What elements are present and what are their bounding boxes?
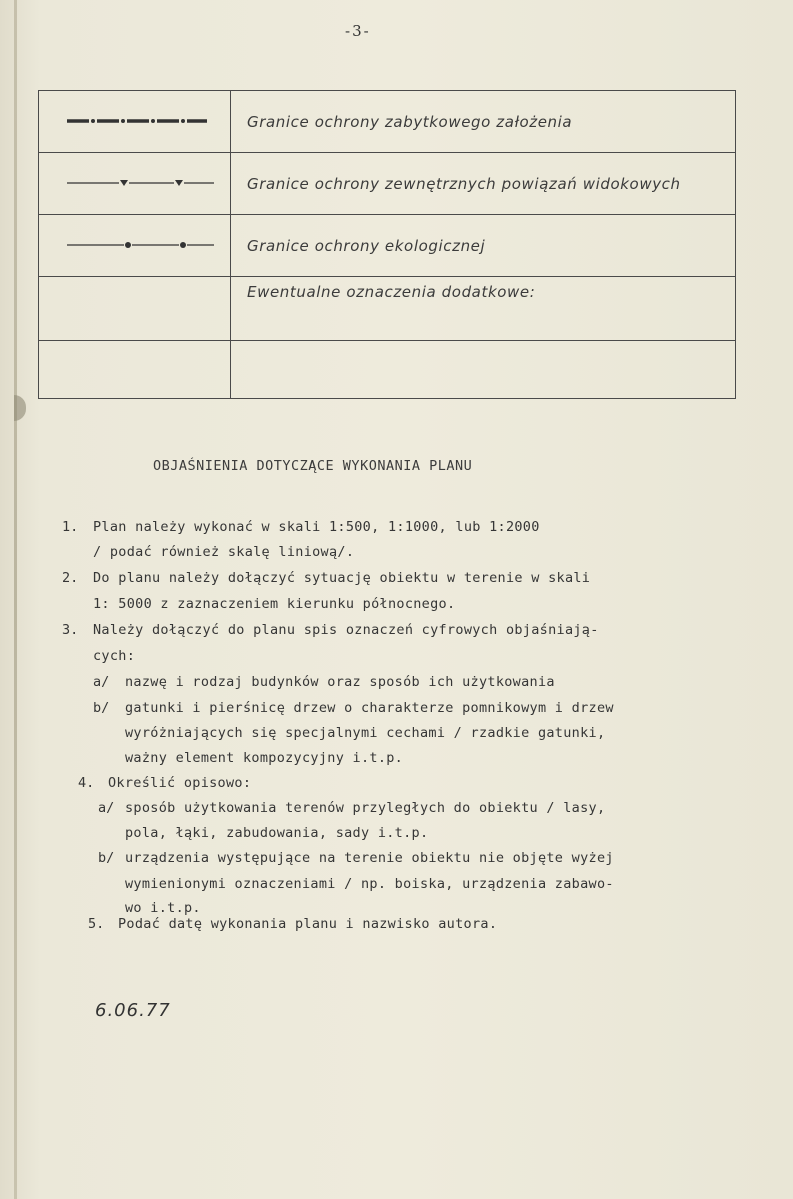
- item-text: wymienionymi oznaczeniami / np. boiska, urządzenia zabawo-: [125, 876, 614, 892]
- binder-hole: [14, 395, 26, 421]
- item-number: 4.: [78, 775, 95, 791]
- legend-row: [39, 153, 736, 215]
- item-text: sposób użytkowania terenów przyległych do obiektu / lasy,: [125, 800, 606, 816]
- item-text: cych:: [93, 648, 136, 664]
- item-mark: b/: [98, 850, 115, 866]
- handwritten-date: 6.06.77: [95, 1000, 171, 1021]
- legend-symbol-cell: [39, 91, 231, 153]
- legend-symbol-cell: [39, 153, 231, 215]
- item-number: 2.: [62, 570, 79, 586]
- item-number: 3.: [62, 622, 79, 638]
- item-text: urządzenia występujące na terenie obiektu nie objęte wyżej: [125, 850, 614, 866]
- circle-line-icon: [39, 215, 230, 272]
- item-text: pola, łąki, zabudowania, sady i.t.p.: [125, 825, 429, 841]
- legend-symbol-cell: [39, 277, 231, 341]
- item-mark: a/: [93, 674, 110, 690]
- section-heading: OBJAŚNIENIA DOTYCZĄCE WYKONANIA PLANU: [153, 458, 473, 474]
- page-edge: [14, 0, 17, 1199]
- legend-row: [39, 341, 736, 399]
- item-text: ważny element kompozycyjny i.t.p.: [125, 750, 404, 766]
- legend-description: Granice ochrony zewnętrznych powiązań widokowych: [231, 153, 736, 215]
- item-number: 5.: [88, 916, 105, 932]
- legend-row: [39, 277, 736, 341]
- item-text: / podać również skalę liniową/.: [93, 544, 355, 560]
- item-text: Podać datę wykonania planu i nazwisko autora.: [118, 916, 498, 932]
- item-text: gatunki i pierśnicę drzew o charakterze pomnikowym i drzew: [125, 700, 614, 716]
- item-mark: b/: [93, 700, 110, 716]
- legend-symbol-cell: [39, 215, 231, 277]
- item-text: Należy dołączyć do planu spis oznaczeń cyfrowych objaśniają-: [93, 622, 599, 638]
- legend-description: Ewentualne oznaczenia dodatkowe:: [231, 277, 736, 341]
- legend-description: [231, 341, 736, 399]
- item-text: wyróżniających się specjalnymi cechami / rzadkie gatunki,: [125, 725, 606, 741]
- dash-dot-line-icon: [39, 91, 230, 148]
- item-number: 1.: [62, 519, 79, 535]
- item-text: Do planu należy dołączyć sytuację obiektu w terenie w skali: [93, 570, 591, 586]
- legend-row: [39, 215, 736, 277]
- legend-description: Granice ochrony ekologicznej: [231, 215, 736, 277]
- legend-row: [39, 91, 736, 153]
- legend-symbol-cell: [39, 341, 231, 399]
- item-text: wo i.t.p.: [125, 900, 201, 916]
- item-text: Plan należy wykonać w skali 1:500, 1:1000, lub 1:2000: [93, 519, 540, 535]
- legend-description: Granice ochrony zabytkowego założenia: [231, 91, 736, 153]
- item-text: 1: 5000 z zaznaczeniem kierunku północnego.: [93, 596, 456, 612]
- item-text: Określić opisowo:: [108, 775, 252, 791]
- triangle-line-icon: [39, 153, 230, 210]
- item-text: nazwę i rodzaj budynków oraz sposób ich użytkowania: [125, 674, 555, 690]
- item-mark: a/: [98, 800, 115, 816]
- legend-table: [38, 90, 736, 399]
- page-number: -3-: [345, 22, 371, 40]
